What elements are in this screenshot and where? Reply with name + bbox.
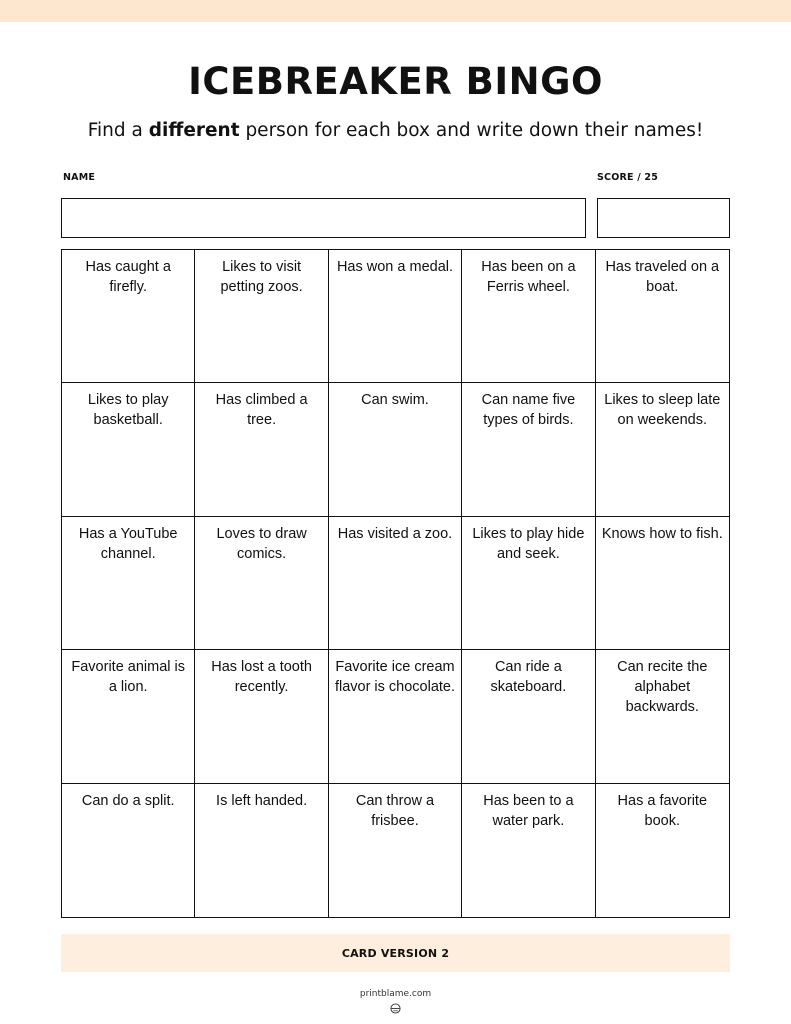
- bingo-grid: [61, 249, 730, 918]
- card-version-label: CARD VERSION 2: [341, 946, 450, 960]
- bingo-cell[interactable]: Knows how to fish.: [596, 517, 729, 650]
- bingo-cell[interactable]: Likes to play hide and seek.: [462, 517, 595, 650]
- bingo-cell[interactable]: Can swim.: [329, 383, 462, 516]
- bingo-cell[interactable]: Can ride a skateboard.: [462, 650, 595, 783]
- page-subtitle: [0, 120, 791, 141]
- bingo-cell[interactable]: Has lost a tooth recently.: [195, 650, 328, 783]
- name-field[interactable]: [61, 198, 586, 238]
- page-title: ICEBREAKER BINGO: [188, 60, 603, 103]
- bingo-cell[interactable]: Likes to sleep late on weekends.: [596, 383, 729, 516]
- top-color-band: [0, 0, 791, 22]
- bingo-cell[interactable]: Has been to a water park.: [462, 784, 595, 917]
- card-version-band: [61, 934, 730, 972]
- bingo-cell[interactable]: Has traveled on a boat.: [596, 250, 729, 383]
- bingo-cell[interactable]: Has visited a zoo.: [329, 517, 462, 650]
- bingo-cell[interactable]: Has a YouTube channel.: [62, 517, 195, 650]
- score-field[interactable]: [597, 198, 730, 238]
- bingo-cell[interactable]: Is left handed.: [195, 784, 328, 917]
- bingo-cell[interactable]: Can throw a frisbee.: [329, 784, 462, 917]
- name-label: NAME: [63, 172, 96, 183]
- score-label: SCORE / 25: [597, 172, 658, 183]
- site-url: printblame.com: [359, 989, 432, 999]
- bingo-cell[interactable]: Favorite ice cream flavor is chocolate.: [329, 650, 462, 783]
- bingo-cell[interactable]: Loves to draw comics.: [195, 517, 328, 650]
- subtitle-text-end: person for each box and write down their names!: [239, 120, 704, 141]
- bingo-cell[interactable]: Has a favorite book.: [617, 792, 708, 829]
- bingo-cell[interactable]: Has climbed a tree.: [195, 383, 328, 516]
- bingo-cell[interactable]: Favorite animal is a lion.: [62, 650, 195, 783]
- bingo-cell[interactable]: Has won a medal.: [329, 250, 462, 383]
- bingo-cell[interactable]: Can name five types of birds.: [462, 383, 595, 516]
- bingo-cell[interactable]: Has been on a Ferris wheel.: [462, 250, 595, 383]
- subtitle-emphasis: different: [148, 120, 240, 141]
- bingo-cell[interactable]: Can do a split.: [62, 784, 195, 917]
- bingo-cell[interactable]: Has caught a firefly.: [62, 250, 195, 383]
- subtitle-text-start: Find a: [87, 120, 149, 141]
- bingo-cell[interactable]: Can recite the alphabet backwards.: [596, 650, 729, 783]
- bingo-cell[interactable]: Likes to play basketball.: [62, 383, 195, 516]
- printblame-logo-icon: [390, 1003, 401, 1014]
- bingo-cell[interactable]: Likes to visit petting zoos.: [195, 250, 328, 383]
